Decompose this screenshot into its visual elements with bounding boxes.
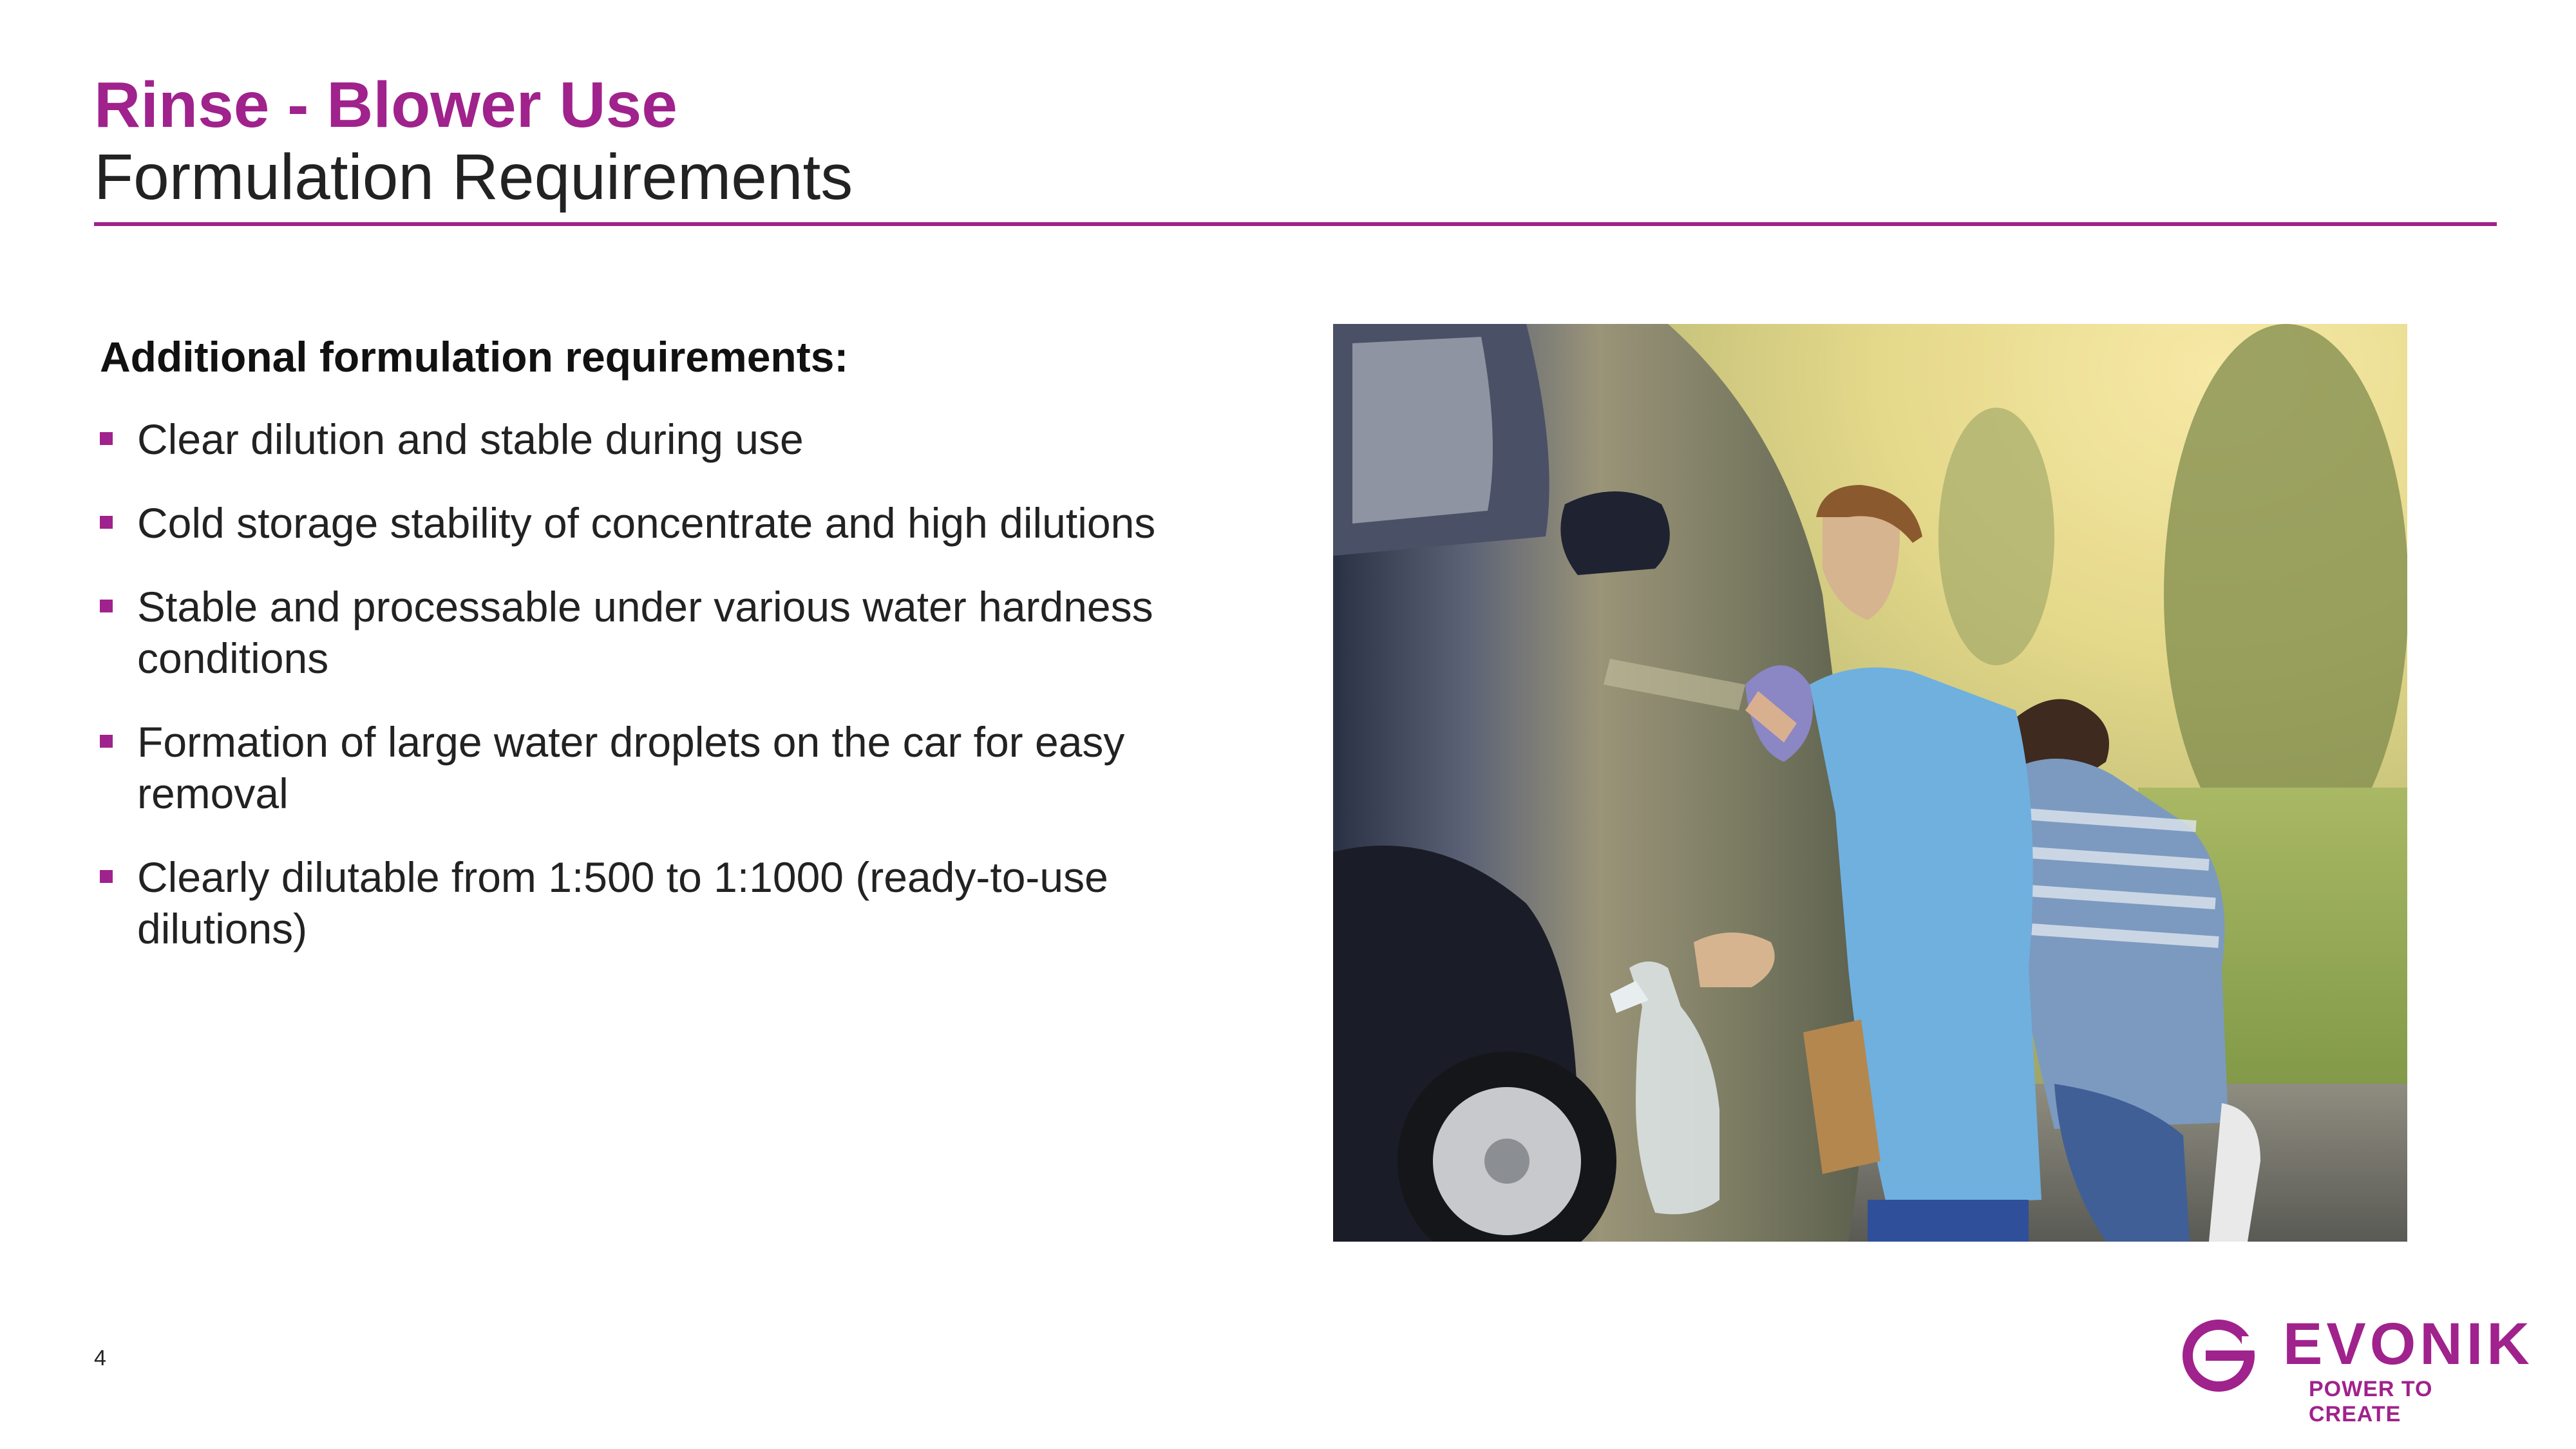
bullet-square-icon xyxy=(100,870,113,883)
bullet-square-icon xyxy=(100,516,113,529)
list-item xyxy=(100,851,1272,954)
list-item xyxy=(100,497,1272,549)
slide-subtitle: Formulation Requirements xyxy=(94,141,853,213)
list-item-text: Formation of large water droplets on the car for easy removal xyxy=(137,718,1125,818)
list-item-text: Clearly dilutable from 1:500 to 1:1000 (ready-to-use dilutions) xyxy=(137,853,1108,953)
list-item xyxy=(100,716,1272,819)
list-item-text: Stable and processable under various water hardness conditions xyxy=(137,583,1153,683)
bullet-square-icon xyxy=(100,432,113,445)
evonik-logo-mark-icon xyxy=(2180,1317,2257,1394)
list-item xyxy=(100,413,1272,465)
logo-tagline: POWER TO CREATE xyxy=(2309,1377,2433,1426)
title-divider xyxy=(94,222,2497,226)
evonik-logo xyxy=(2180,1311,2533,1426)
bullet-square-icon xyxy=(100,600,113,612)
logo-wordmark: EVONIK xyxy=(2283,1311,2533,1377)
page-number: 4 xyxy=(94,1346,106,1370)
requirements-heading: Additional formulation requirements: xyxy=(100,333,849,381)
requirements-text-block xyxy=(100,332,1272,987)
list-item xyxy=(100,581,1272,684)
requirements-list xyxy=(100,413,1272,954)
car-washing-photo xyxy=(1333,324,2407,1242)
bullet-square-icon xyxy=(100,735,113,748)
slide-title: Rinse - Blower Use xyxy=(94,69,677,141)
list-item-text: Clear dilution and stable during use xyxy=(137,415,804,464)
list-item-text: Cold storage stability of concentrate and high dilutions xyxy=(137,499,1156,547)
